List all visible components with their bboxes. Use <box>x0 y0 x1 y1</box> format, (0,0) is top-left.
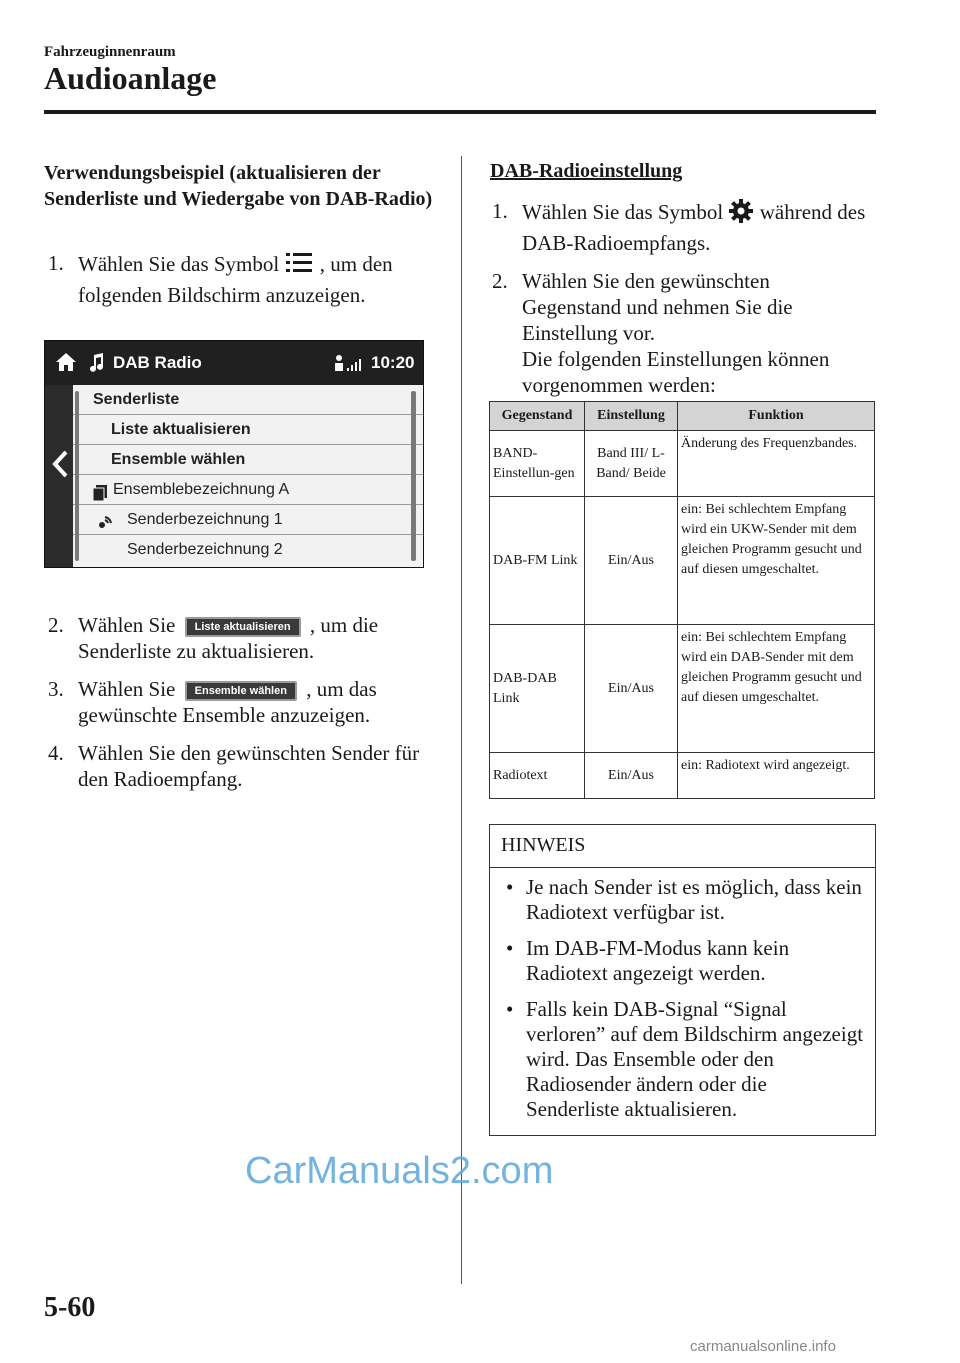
table-row <box>490 753 875 799</box>
hint-text: Im DAB-FM-Modus kann kein Radiotext angezeigt werden. <box>526 936 790 985</box>
hint-box <box>489 824 876 1136</box>
step-2 <box>48 612 433 664</box>
step-text-after: , um den folgenden Bildschirm anzuzeigen. <box>78 251 393 307</box>
table-cell: Ein/Aus <box>585 497 678 625</box>
table-cell: Band III/ L-Band/ Beide <box>585 431 678 497</box>
list-header-senderliste: Senderliste <box>73 385 423 415</box>
table-cell: Änderung des Frequenzbandes. <box>678 431 875 497</box>
settings-table <box>489 401 875 799</box>
left-steps <box>48 612 433 802</box>
list-item <box>504 997 864 1122</box>
liste-aktualisieren-button[interactable]: Liste aktualisieren <box>185 617 301 637</box>
left-step-1 <box>48 250 428 318</box>
hint-title-bar <box>490 825 875 868</box>
screen-clock: 10:20 <box>371 353 415 372</box>
table-cell: Radiotext <box>490 753 585 799</box>
ensemble-label: Ensemblebezeichnung A <box>113 481 290 498</box>
step-text: , um die Senderliste zu aktualisieren. <box>78 613 379 663</box>
column-header: Gegenstand <box>490 402 585 431</box>
bullet: • <box>506 997 514 1021</box>
column-divider <box>461 156 462 1284</box>
hint-title: HINWEIS <box>501 834 586 856</box>
table-cell: DAB-DAB Link <box>490 625 585 753</box>
screen-title: DAB Radio <box>113 353 202 372</box>
step-text: Wählen Sie das Symbol <box>522 199 724 224</box>
table-cell: ein: Radiotext wird angezeigt. <box>678 753 875 799</box>
gear-icon <box>728 198 754 230</box>
list-item-ensemble-a[interactable] <box>73 475 423 505</box>
hint-text: Je nach Sender ist es möglich, dass kein Radiotext verfügbar ist. <box>526 875 862 924</box>
table-header-row <box>490 402 875 431</box>
table-row <box>490 625 875 753</box>
step-text: Wählen Sie den gewünschten Sender für den Radioempfang. <box>78 741 420 791</box>
right-step-2 <box>492 268 872 398</box>
page-number: 5-60 <box>44 1292 96 1323</box>
bullet: • <box>506 875 514 899</box>
watermark-small: carmanualsonline.info <box>690 1338 836 1355</box>
dab-radio-screen <box>44 340 424 568</box>
hint-list <box>504 875 864 1133</box>
step-text: Wählen Sie <box>78 677 176 701</box>
home-icon[interactable] <box>55 351 77 378</box>
table-cell: ein: Bei schlechtem Empfang wird ein UKW-Sender mit dem gleichen Programm gesucht und auf diesen umgeschaltet. <box>678 497 875 625</box>
step-4 <box>48 740 433 792</box>
step-text: während des DAB-Radioempfangs. <box>522 199 866 255</box>
step-number: 1. <box>492 199 508 223</box>
table-cell: DAB-FM Link <box>490 497 585 625</box>
list-edge-left <box>75 391 79 561</box>
step-text: Die folgenden Einstellungen können vorgenommen werden: <box>522 347 830 397</box>
watermark: CarManuals2.com <box>245 1150 554 1192</box>
music-note-icon <box>89 353 105 378</box>
column-header: Einstellung <box>585 402 678 431</box>
signal-icon <box>333 353 363 378</box>
right-heading: DAB-Radioeinstellung <box>490 160 683 182</box>
table-cell: Ein/Aus <box>585 753 678 799</box>
list-item-sender-2[interactable]: Senderbezeichnung 2 <box>127 541 283 558</box>
scrollbar[interactable] <box>411 391 416 561</box>
right-steps <box>492 198 872 408</box>
right-step-1 <box>492 198 872 256</box>
table-cell: BAND-Einstellun-gen <box>490 431 585 497</box>
list-item-ensemble-waehlen[interactable]: Ensemble wählen <box>73 445 423 475</box>
bullet: • <box>506 936 514 960</box>
table-cell: ein: Bei schlechtem Empfang wird ein DAB-Sender mit dem gleichen Programm gesucht und auf diesen umgeschaltet. <box>678 625 875 753</box>
left-heading: Verwendungsbeispiel (aktualisieren der Senderliste und Wiedergabe von DAB-Radio) <box>44 162 433 210</box>
step-text: Wählen Sie <box>78 613 176 637</box>
step-text: , um das gewünschte Ensemble anzuzeigen. <box>78 677 377 727</box>
title-rule <box>44 110 876 114</box>
section-label: Fahrzeuginnenraum <box>44 44 176 60</box>
table-row <box>490 431 875 497</box>
table-cell: Ein/Aus <box>585 625 678 753</box>
page-title: Audioanlage <box>44 60 217 96</box>
hint-text: Falls kein DAB-Signal “Signal verloren” auf dem Bildschirm angezeigt wird. Das Ensemble oder den Radiosender ändern oder die Senderliste aktualisieren. <box>526 997 864 1121</box>
screen-top-bar <box>45 341 423 385</box>
list-icon <box>284 250 314 282</box>
list-item-liste-aktualisieren[interactable]: Liste aktualisieren <box>73 415 423 445</box>
list-item <box>504 936 864 986</box>
step-number: 4. <box>48 741 64 765</box>
list-item-sender-1[interactable] <box>73 505 423 535</box>
step-number: 2. <box>492 269 508 293</box>
step-number: 2. <box>48 613 64 637</box>
sender-label: Senderbezeichnung 1 <box>127 511 283 528</box>
step-number: 1. <box>48 251 64 275</box>
table-row <box>490 497 875 625</box>
screen-list <box>73 385 423 567</box>
step-3 <box>48 676 433 728</box>
column-header: Funktion <box>678 402 875 431</box>
list-item <box>504 875 864 925</box>
step-text: Wählen Sie den gewünschten Gegenstand und nehmen Sie die Einstellung vor. <box>522 269 793 345</box>
step-text-before: Wählen Sie das Symbol <box>78 251 280 276</box>
back-arrow-icon[interactable] <box>51 449 69 484</box>
step-number: 3. <box>48 677 64 701</box>
ensemble-waehlen-button[interactable]: Ensemble wählen <box>185 681 297 701</box>
